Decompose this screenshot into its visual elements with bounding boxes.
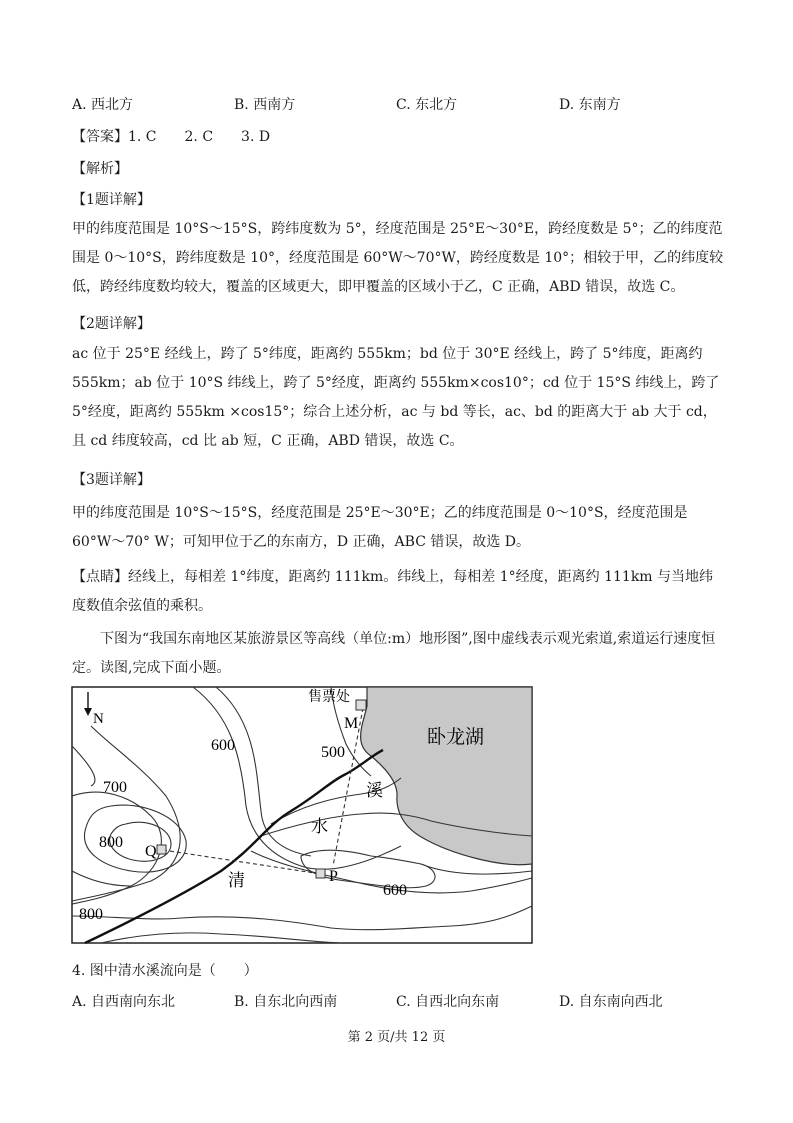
point-p-label: P [329,868,338,885]
page-footer: 第 2 页/共 12 页 [347,1030,446,1045]
point-m-label: M [344,715,359,732]
analysis-label: 【解析】 [72,161,128,177]
q3-heading: 【3题详解】 [72,472,151,488]
q2-text: ac 位于 25°E 经线上，跨了 5°纬度，距离约 555km；bd 位于 30°E 经线上，跨了 5°纬度，距离约 555km；ab 位于 10°S 纬线上，跨了 5°经度，距离约 555km×cos10°；cd 位于 15°S 纬线上，跨了 5°经度，距离约 555km ×cos15°；综合上述分析，ac 与 bd 等长，ac、bd 的距离大于 ab 大于 cd，且 cd 纬度较高，cd 比 ab 短，C 正确，ABD 错误，故选 C。 [72,346,720,449]
answer-label: 【答案】 [72,129,128,145]
stream-char-shui: 水 [311,817,328,837]
option-a: A. 西北方 [72,97,134,113]
q4-option-d: D. 自东南向西北 [559,994,663,1010]
option-c: C. 东北方 [396,97,458,113]
tip-text: 经线上，每相差 1°纬度，距离约 111km。纬线上，每相差 1°经度，距离约 111km 与当地纬度数值余弦值的乘积。 [72,569,714,614]
contour-label: 800 [99,834,123,851]
q2-heading: 【2题详解】 [72,316,151,332]
q4-stem: 4. 图中清水溪流向是（ ） [72,963,258,979]
q4-option-c: C. 自西北向东南 [396,994,500,1010]
station-q [157,845,166,854]
option-b: B. 西南方 [234,97,296,113]
ticket-office-label: 售票处 [308,689,350,705]
answer-line [72,127,270,147]
lake-label: 卧龙湖 [427,726,485,748]
station-m [356,700,366,710]
intro-paragraph: 下图为“我国东南地区某旅游景区等高线（单位:m）地形图”,图中虚线表示观光索道,索道运行速度恒定。读图,完成下面小题。 [72,631,716,676]
q1-heading: 【1题详解】 [72,192,151,208]
q4-option-b: B. 自东北向西南 [234,994,338,1010]
q1-text: 甲的纬度范围是 10°S～15°S，跨纬度数为 5°，经度范围是 25°E～30°E，跨经度数是 5°；乙的纬度范围是 0～10°S，跨纬度数是 10°，经度范围是 60°W～70°W，跨经度数是 10°；相较于甲，乙的纬度较低，跨经纬度数均较大，覆盖的区域更大，即甲覆盖的区域小于乙，C 正确，ABD 错误，故选 C。 [72,221,724,295]
north-label: N [93,711,104,727]
contour-label: 600 [211,737,235,754]
contour-label: 700 [103,779,127,796]
tip-paragraph [72,563,724,621]
contour-map [71,686,533,944]
q3-text: 甲的纬度范围是 10°S～15°S，经度范围是 25°E～30°E；乙的纬度范围是 0～10°S，经度范围是 60°W～70° W；可知甲位于乙的东南方，D 正确，ABC 错误，故选 D。 [72,505,688,550]
tip-label: 【点睛】 [72,569,128,585]
stream-char-qing: 清 [228,871,245,891]
stream-char-xi: 溪 [366,781,383,801]
contour-label: 600 [383,882,407,899]
contour-label: 500 [321,744,345,761]
option-d: D. 东南方 [559,97,621,113]
contour-label: 800 [79,906,103,923]
answer-text: 1. C 2. C 3. D [128,129,271,145]
point-q-label: Q [145,843,157,860]
q4-option-a: A. 自西南向东北 [72,994,176,1010]
station-p [316,869,325,878]
